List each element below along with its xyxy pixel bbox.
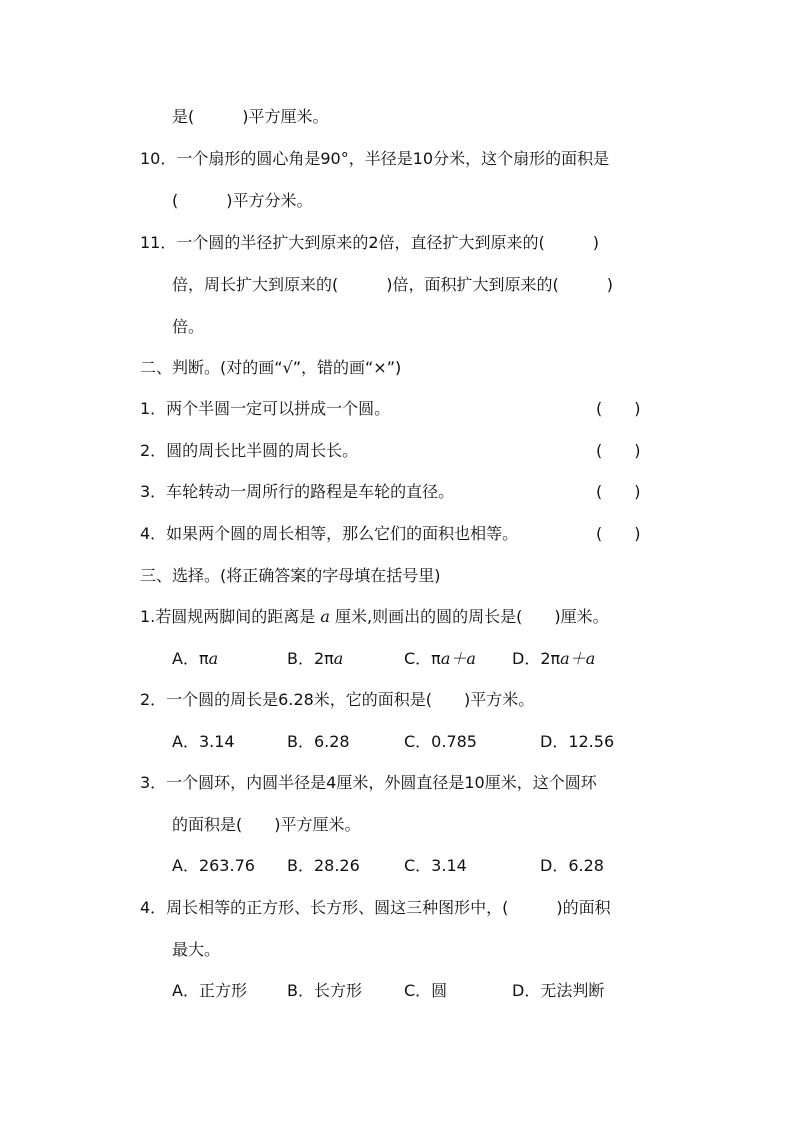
choice-q1-option-a[interactable] — [172, 648, 218, 670]
judge-item-3: 3．车轮转动一周所行的路程是车轮的直径。 — [140, 482, 455, 501]
choice-q2-option-a[interactable]: A．3.14 — [172, 732, 235, 751]
q11-line1: 11．一个圆的半径扩大到原来的2倍，直径扩大到原来的( ) — [140, 233, 600, 252]
option-var: a — [333, 649, 344, 668]
judge-answer-blank-1[interactable]: ( ) — [596, 399, 641, 418]
q10-line1: 10．一个扇形的圆心角是90°，半径是10分米，这个扇形的面积是 — [140, 149, 610, 168]
choice-q4-option-a[interactable]: A．正方形 — [172, 981, 247, 1000]
choice-q1-option-c[interactable] — [404, 648, 476, 670]
option-suffix: ＋a — [569, 649, 596, 668]
choice-q4-line1: 4．周长相等的正方形、长方形、圆这三种图形中，( )的面积 — [140, 898, 611, 917]
choice-q3-line1: 3．一个圆环，内圆半径是4厘米，外圆直径是10厘米，这个圆环 — [140, 773, 597, 792]
choice-q1-pre: 1.若圆规两脚间的距离是 — [140, 607, 316, 626]
choice-q1-post: 厘米,则画出的圆的周长是( )厘米。 — [335, 607, 609, 626]
option-label: A．π — [172, 649, 209, 668]
option-var: a — [440, 649, 451, 668]
choice-q2-option-b[interactable]: B．6.28 — [287, 732, 350, 751]
choice-q1-option-d[interactable] — [512, 648, 595, 670]
choice-q3-option-b[interactable]: B．28.26 — [287, 856, 360, 875]
choice-q3-option-c[interactable]: C．3.14 — [404, 856, 467, 875]
option-var: a — [560, 649, 570, 668]
choice-q4-option-d[interactable]: D．无法判断 — [512, 981, 605, 1000]
judge-item-1: 1．两个半圆一定可以拼成一个圆。 — [140, 399, 391, 418]
q11-line2: 倍，周长扩大到原来的( )倍，面积扩大到原来的( ) — [172, 275, 613, 294]
judge-answer-blank-4[interactable]: ( ) — [596, 524, 641, 543]
choice-q4-line2: 最大。 — [172, 940, 221, 959]
choice-q1-option-b[interactable] — [287, 648, 343, 670]
judge-heading: 二、判断。(对的画“√”，错的画“×”) — [140, 358, 402, 377]
option-label: D．2π — [512, 649, 561, 668]
option-label: B．2π — [287, 649, 334, 668]
q9-tail: 是( )平方厘米。 — [172, 107, 329, 126]
judge-answer-blank-3[interactable]: ( ) — [596, 482, 641, 501]
choice-q2: 2．一个圆的周长是6.28米，它的面积是( )平方米。 — [140, 690, 535, 709]
choice-q3-option-d[interactable]: D．6.28 — [540, 856, 604, 875]
judge-item-4: 4．如果两个圆的周长相等，那么它们的面积也相等。 — [140, 524, 519, 543]
option-suffix: ＋a — [450, 649, 476, 668]
choice-q2-option-c[interactable]: C．0.785 — [404, 732, 477, 751]
choice-q4-option-c[interactable]: C．圆 — [404, 981, 448, 1000]
choice-q4-option-b[interactable]: B．长方形 — [287, 981, 362, 1000]
judge-answer-blank-2[interactable]: ( ) — [596, 441, 641, 460]
choice-q1-var: a — [320, 607, 330, 626]
option-var: a — [208, 649, 219, 668]
q11-line3: 倍。 — [172, 317, 205, 336]
choice-heading: 三、选择。(将正确答案的字母填在括号里) — [140, 566, 441, 585]
judge-item-2: 2．圆的周长比半圆的周长长。 — [140, 441, 359, 460]
choice-q1 — [140, 606, 609, 628]
q10-line2: ( )平方分米。 — [172, 191, 313, 210]
choice-q3-line2: 的面积是( )平方厘米。 — [172, 815, 361, 834]
choice-q3-option-a[interactable]: A．263.76 — [172, 856, 255, 875]
option-label: C．π — [404, 649, 441, 668]
choice-q2-option-d[interactable]: D．12.56 — [540, 732, 615, 751]
